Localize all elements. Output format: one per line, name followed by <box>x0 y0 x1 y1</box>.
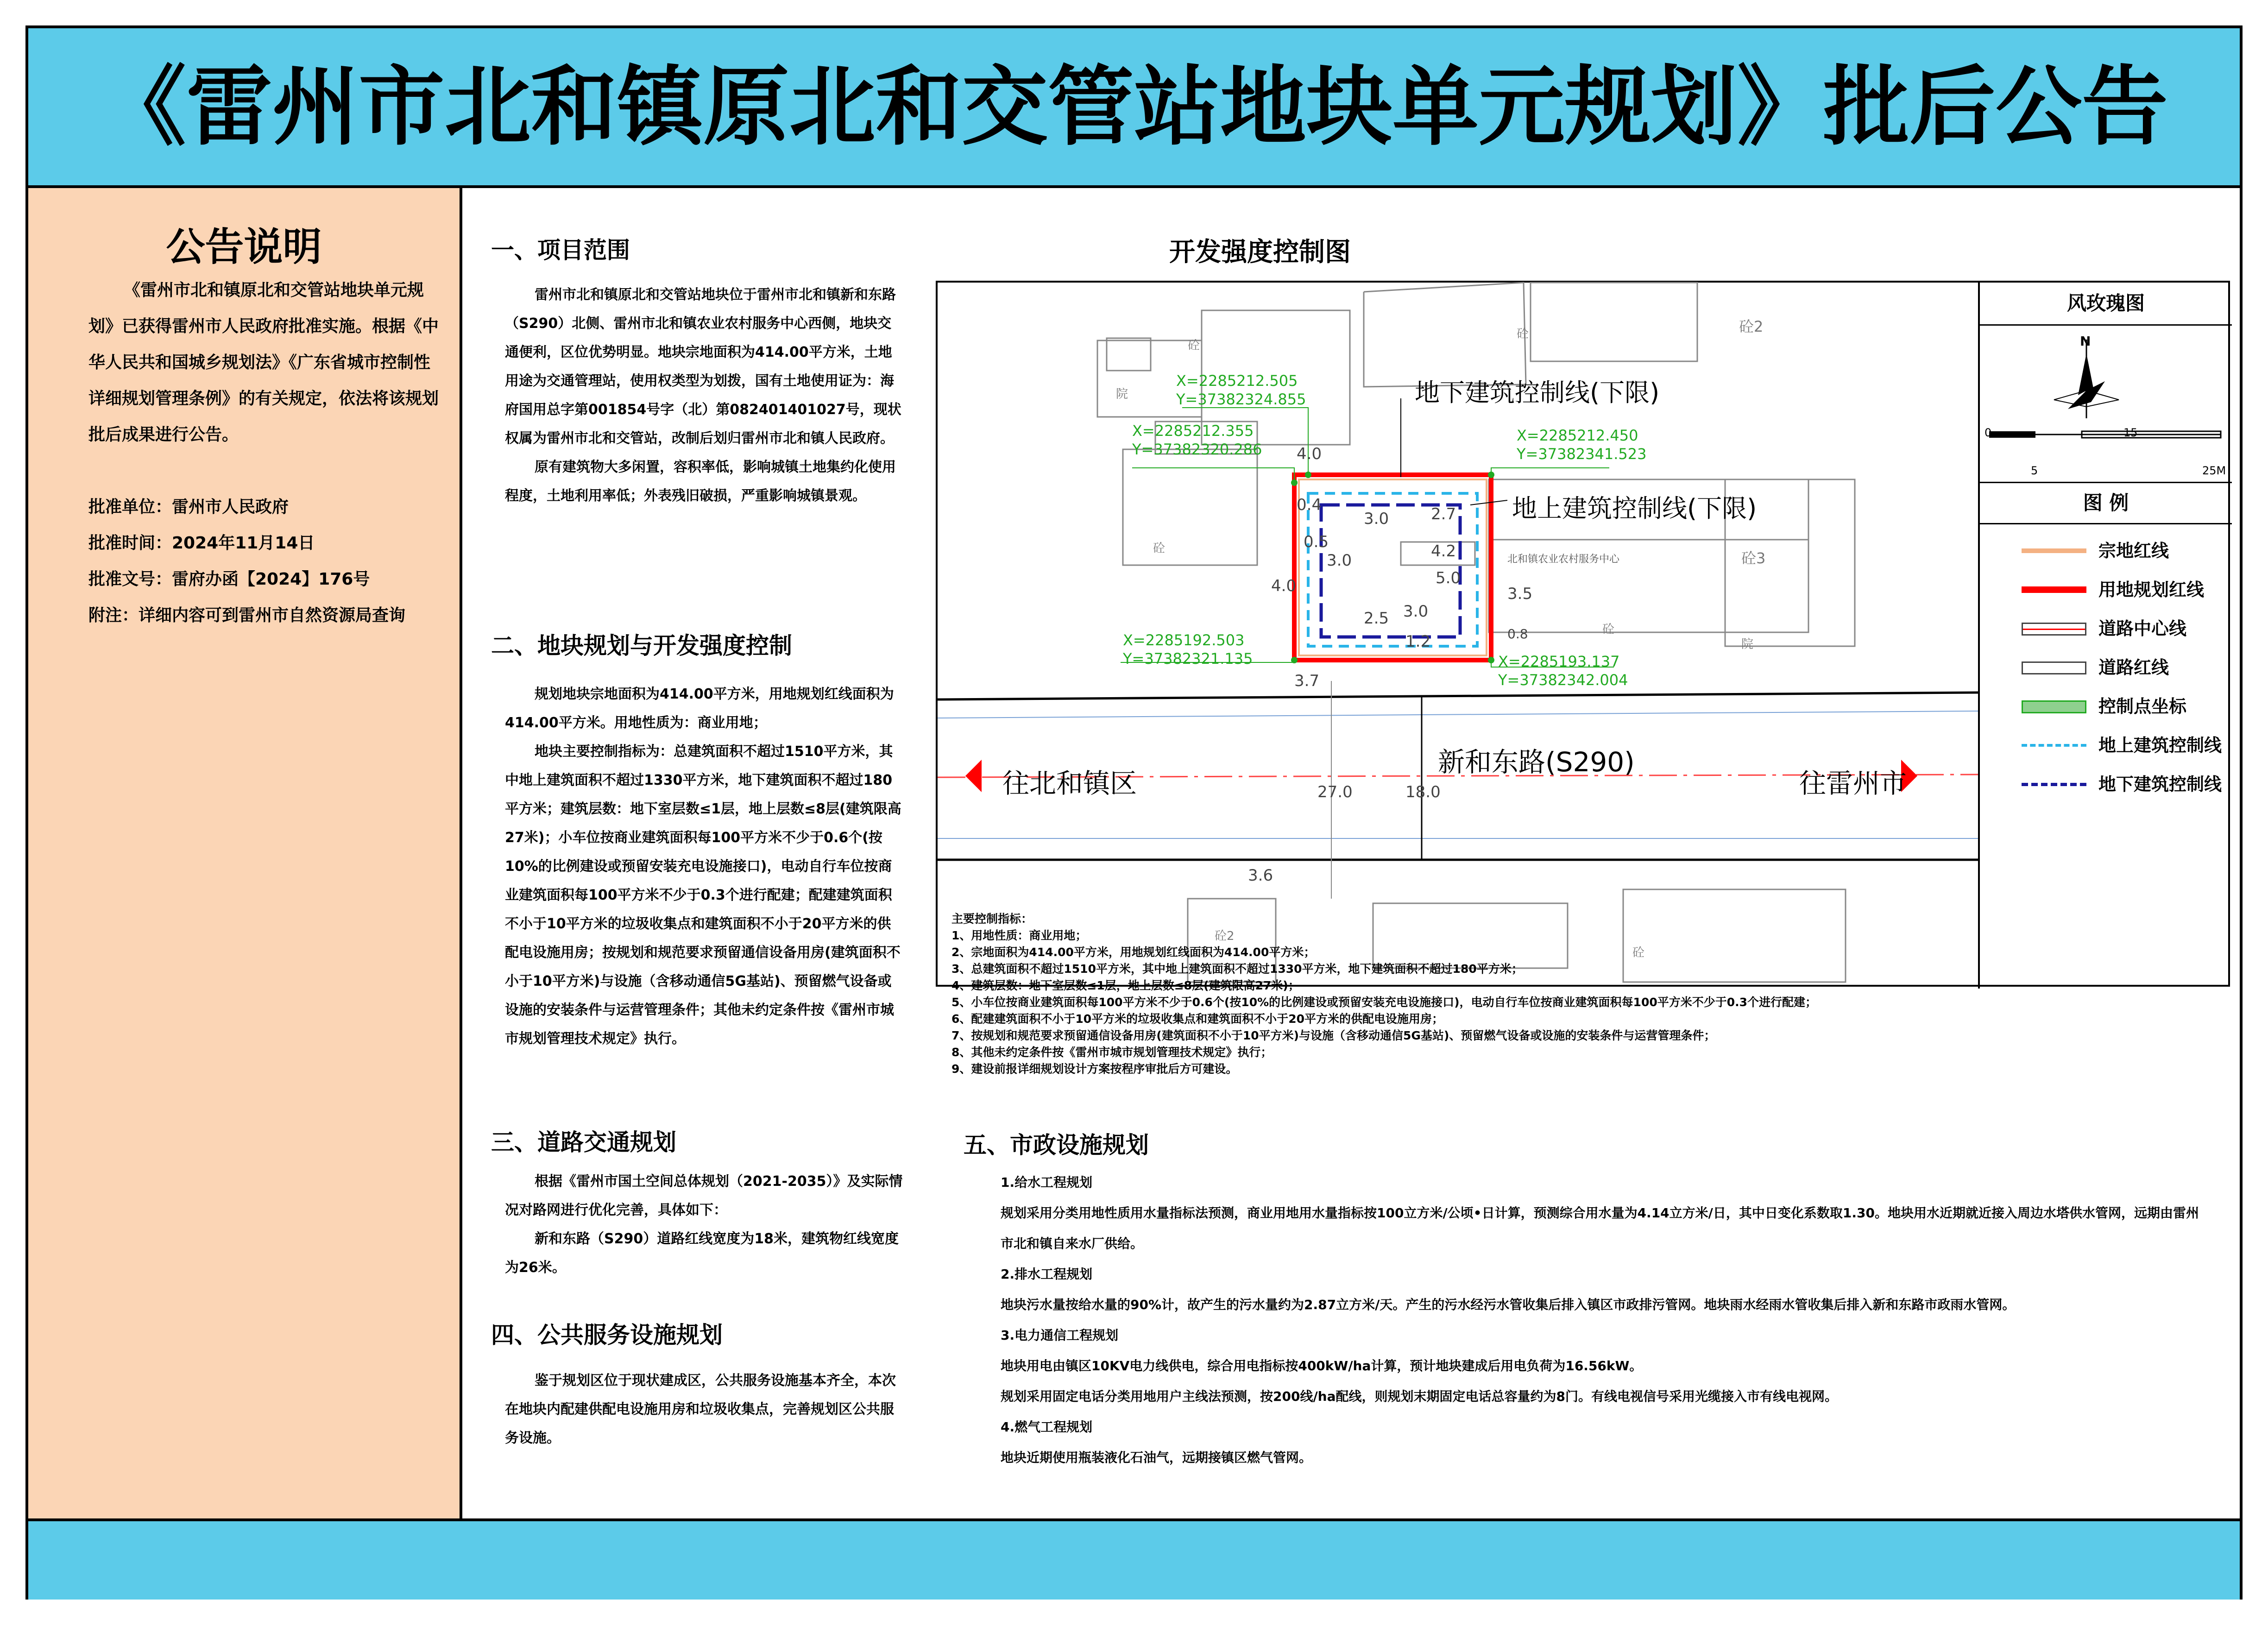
section-5-paragraph: 规划采用分类用地性质用水量指标法预测，商业用地用水量指标按100立方米/公顷•日计算，预测综合用水量为4.14立方米/日，其中日变化系数取1.30。地块用水近期就近接入周边水塔供水管网，远期由雷州市北和镇自来水厂供给。 <box>1001 1205 2199 1251</box>
arrow-left-icon <box>965 760 982 792</box>
building-outline <box>1107 338 1151 371</box>
legend-label: 宗地红线 <box>2098 541 2169 561</box>
scale-label: 25M <box>2202 464 2226 477</box>
legend-label: 用地规划红线 <box>2098 579 2205 600</box>
legend-label: 控制点坐标 <box>2098 696 2187 717</box>
dimension-label: 0.5 <box>1304 533 1329 551</box>
coordinate-label <box>1176 372 1306 409</box>
dimension-label: 3.5 <box>1507 585 1533 603</box>
coordinate-y: Y=37382324.855 <box>1176 391 1306 408</box>
section-3-paragraph: 根据《雷州市国土空间总体规划（2021-2035）》及实际情况对路网进行优化完善，具体如下： <box>505 1173 903 1218</box>
leader-line <box>1491 468 1609 475</box>
building-outline <box>1531 283 1697 361</box>
section-5-title: 五、市政设施规划 <box>964 1132 1149 1159</box>
coordinate-y: Y=37382342.004 <box>1498 671 1628 689</box>
section-5-paragraph: 地块近期使用瓶装液化石油气，远期接镇区燃气管网。 <box>1001 1450 1312 1465</box>
dimension-label: 27.0 <box>1317 783 1353 801</box>
building-label: 院 <box>1116 387 1128 401</box>
indicator-item: 5、小车位按商业建筑面积每100平方米不少于0.6个(按10%的比例建设或预留安装充电设施接口)，电动自行车位按商业建筑面积每100平方米不少于0.3个进行配建； <box>951 995 1817 1009</box>
legend-item-planning-line <box>1980 572 2234 604</box>
scale-label: 5 <box>2031 464 2038 477</box>
section-4-paragraph: 鉴于规划区位于现状建成区，公共服务设施基本齐全，本次在地块内配建供配电设施用房和垃圾收集点，完善规划区公共服务设施。 <box>505 1373 896 1446</box>
coordinate-label <box>1123 631 1253 668</box>
indicator-item: 8、其他未约定条件按《雷州市城市规划管理技术规定》执行； <box>951 1046 1273 1059</box>
coordinate-y: Y=37382341.523 <box>1517 445 1647 463</box>
legend-item-underground <box>1980 766 2234 799</box>
dimension-label: 2.7 <box>1431 505 1456 523</box>
building-label: 砼2 <box>1739 318 1764 335</box>
dimension-label: 5.0 <box>1436 569 1461 587</box>
legend-label: 道路中心线 <box>2098 618 2187 639</box>
indicator-item: 4、建筑层数：地下室层数≤1层，地上层数≤8层(建筑限高27米)； <box>951 979 1300 992</box>
approval-unit: 批准单位：雷州市人民政府 <box>88 498 289 516</box>
legend-label: 道路红线 <box>2098 657 2169 678</box>
aboveground-line-label: 地上建筑控制线(下限) <box>1512 494 1757 523</box>
dimension-label: 3.6 <box>1248 866 1273 885</box>
section-5-body <box>1001 1167 2205 1473</box>
dimension-label: 3.0 <box>1364 510 1389 528</box>
section-5-subtitle: 4.燃气工程规划 <box>1001 1419 1093 1435</box>
road-red-line <box>938 693 1978 699</box>
section-1-title: 一、项目范围 <box>491 237 630 264</box>
building-label: 砼 <box>1602 623 1615 636</box>
section-5-paragraph: 规划采用固定电话分类用地用户主线法预测，按200线/ha配线，则规划末期固定电话总容量约为8门。有线电视信号采用光缆接入市有线电视网。 <box>1001 1389 1838 1404</box>
coordinate-x: X=2285212.355 <box>1132 422 1254 440</box>
approval-doc-number: 批准文号：雷府办函【2024】176号 <box>88 570 370 589</box>
coordinate-x: X=2285192.503 <box>1123 631 1245 649</box>
section-1-paragraph: 雷州市北和镇原北和交管站地块位于雷州市北和镇新和东路（S290）北侧、雷州市北和镇农业农村服务中心西侧，地块交通便利，区位优势明显。地块宗地面积为414.00平方米，土地用途为交通管理站，使用权类型为划拨，国有土地使用证为：海府国用总字第001854号字（北）第082401401027号，现状权属为雷州市北和交管站，改制后划归雷州市北和镇人民政府。 <box>505 287 901 447</box>
north-label: N <box>2080 334 2091 349</box>
dimension-label: 4.2 <box>1431 542 1456 561</box>
building-label: 砼 <box>1153 542 1166 555</box>
dimension-label: 18.0 <box>1405 783 1441 801</box>
legend-item-road-red-line <box>1980 649 2234 682</box>
indicators-title: 主要控制指标： <box>951 912 1033 926</box>
building-label: 砼 <box>1188 339 1200 353</box>
dimension-label: 4.0 <box>1271 577 1297 595</box>
section-2-body <box>505 680 903 1053</box>
section-4-body <box>505 1367 903 1453</box>
building-outline <box>1364 283 1526 387</box>
service-center-label: 北和镇农业农村服务中心 <box>1507 554 1620 565</box>
dimension-label: 3.7 <box>1294 672 1320 690</box>
section-2-title: 二、地块规划与开发强度控制 <box>491 632 792 659</box>
section-1-body <box>505 281 903 510</box>
dimension-label: 4.0 <box>1297 445 1322 463</box>
coordinate-x: X=2285212.505 <box>1176 372 1298 390</box>
coordinate-x: X=2285212.450 <box>1517 427 1638 444</box>
announcement-note: 附注：详细内容可到雷州市自然资源局查询 <box>88 606 406 625</box>
legend-panel <box>1978 283 2232 989</box>
section-2-paragraph: 地块主要控制指标为：总建筑面积不超过1510平方米，其中地上建筑面积不超过1330平方米，地下建筑面积不超过180平方米；建筑层数：地下室层数≤1层，地上层数≤8层(建筑限高27米)；小车位按商业建筑面积每100平方米不少于0.6个(按10%的比例建设或预留安装充电设施接口)，电动自行车位按商业建筑面积每100平方米不少于0.3个进行配建；配建建筑面积不小于10平方米的垃圾收集点和建筑面积不小于20平方米的供配电设施用房；按规划和规范要求预留通信设备用房(建筑面积不小于10平方米)与设施（含移动通信5G基站)、预留燃气设备或设施的安装条件与运营管理条件；其他未约定条件按《雷州市城市规划管理技术规定》执行。 <box>505 743 901 1047</box>
building-outline <box>1123 449 1257 565</box>
development-control-map <box>936 281 2230 1076</box>
building-label: 砼 <box>1632 946 1645 960</box>
section-3-paragraph: 新和东路（S290）道路红线宽度为18米，建筑物红线宽度为26米。 <box>505 1231 899 1276</box>
coordinate-label <box>1517 426 1646 463</box>
building-label: 砼3 <box>1741 549 1766 567</box>
sidebar-heading: 公告说明 <box>166 224 322 270</box>
indicator-item: 6、配建建筑面积不小于10平方米的垃圾收集点和建筑面积不小于20平方米的供配电设施用房； <box>951 1012 1443 1026</box>
building-label: 砼 <box>1517 327 1529 341</box>
section-3-body <box>505 1167 903 1282</box>
section-3-title: 三、道路交通规划 <box>491 1129 676 1156</box>
section-5-paragraph: 地块用电由镇区10KV电力线供电，综合用电指标按400kW/ha计算，预计地块建成后用电负荷为16.56kW。 <box>1001 1358 1643 1373</box>
road-edge <box>938 711 1978 718</box>
coordinate-label <box>1132 422 1262 459</box>
legend-item-road-center <box>1980 611 2234 643</box>
coordinate-label <box>1498 652 1628 689</box>
dimension-label: 0.4 <box>1297 496 1322 514</box>
building-label: 院 <box>1741 637 1754 651</box>
direction-label-beihe: 往北和镇区 <box>1002 768 1137 799</box>
legend-title: 图 例 <box>1980 482 2232 524</box>
main-control-indicators <box>951 911 1971 1077</box>
section-5-subtitle: 2.排水工程规划 <box>1001 1266 1093 1282</box>
indicator-item: 7、按规划和规范要求预留通信设备用房(建筑面积不小于10平方米)与设施（含移动通信5G基站)、预留燃气设备或设施的安装条件与运营管理条件； <box>951 1029 1716 1042</box>
section-1-paragraph: 原有建筑物大多闲置，容积率低，影响城镇土地集约化使用程度，土地利用率低；外表残旧破损，严重影响城镇景观。 <box>505 459 896 504</box>
dimension-label: 3.0 <box>1403 602 1429 621</box>
approval-time: 批准时间：2024年11月14日 <box>88 534 315 553</box>
dimension-label: 3.0 <box>1327 551 1352 570</box>
indicator-item: 3、总建筑面积不超过1510平方米，其中地上建筑面积不超过1330平方米，地下建筑面积不超过180平方米； <box>951 962 1523 976</box>
indicator-item: 2、宗地面积为414.00平方米，用地规划红线面积为414.00平方米； <box>951 945 1316 959</box>
scale-label: 15 <box>2123 426 2138 439</box>
section-5-paragraph: 地块污水量按给水量的90%计，故产生的污水量约为2.87立方米/天。产生的污水经污水管收集后排入镇区市政排污管网。地块雨水经雨水管收集后排入新和东路市政雨水管网。 <box>1001 1297 2016 1312</box>
leader-line <box>1132 468 1294 483</box>
announcement-intro: 《雷州市北和镇原北和交管站地块单元规划》已获得雷州市人民政府批准实施。根据《中华人民共和国城乡规划法》《广东省城市控制性详细规划管理条例》的有关规定，依法将该规划批后成果进行公告。 <box>88 281 439 444</box>
building-label: 砼2 <box>1215 929 1235 943</box>
map-title: 开发强度控制图 <box>1169 237 1351 267</box>
bottom-bar <box>28 1518 2240 1600</box>
dimension-label: 1.2 <box>1405 632 1431 651</box>
announcement-sidebar <box>28 188 462 1518</box>
wind-rose-title: 风玫瑰图 <box>1980 283 2232 326</box>
wind-rose-icon <box>1980 326 2232 446</box>
dimension-label: 0.8 <box>1507 626 1528 642</box>
section-5-subtitle: 1.给水工程规划 <box>1001 1175 1093 1190</box>
indicator-item: 9、建设前报详细规划设计方案按程序审批后方可建设。 <box>951 1062 1238 1076</box>
coordinate-x: X=2285193.137 <box>1498 653 1620 670</box>
section-5-subtitle: 3.电力通信工程规划 <box>1001 1328 1119 1343</box>
legend-item-parcel-line <box>1980 533 2234 565</box>
title-bar <box>28 28 2240 188</box>
legend-label: 地上建筑控制线 <box>2098 735 2222 756</box>
legend-item-control-point <box>1980 688 2234 721</box>
legend-item-above-ground <box>1980 727 2234 760</box>
coordinate-y: Y=37382321.135 <box>1123 650 1253 668</box>
coordinate-y: Y=37382320.286 <box>1132 441 1262 458</box>
page-title: 《雷州市北和镇原北和交管站地块单元规划》批后公告 <box>100 57 2168 157</box>
indicator-item: 1、用地性质：商业用地； <box>951 929 1087 942</box>
underground-line-label: 地下建筑控制线(下限) <box>1415 378 1660 407</box>
section-4-title: 四、公共服务设施规划 <box>491 1322 723 1348</box>
dimension-label: 2.5 <box>1364 609 1389 628</box>
road-name-label: 新和东路(S290) <box>1438 746 1635 778</box>
section-2-paragraph: 规划地块宗地面积为414.00平方米，用地规划红线面积为414.00平方米。用地性质为：商业用地； <box>505 686 894 731</box>
legend-label: 地下建筑控制线 <box>2098 774 2222 794</box>
direction-label-leizhou: 往雷州市 <box>1799 768 1907 799</box>
scale-label: 0 <box>1984 426 1992 439</box>
